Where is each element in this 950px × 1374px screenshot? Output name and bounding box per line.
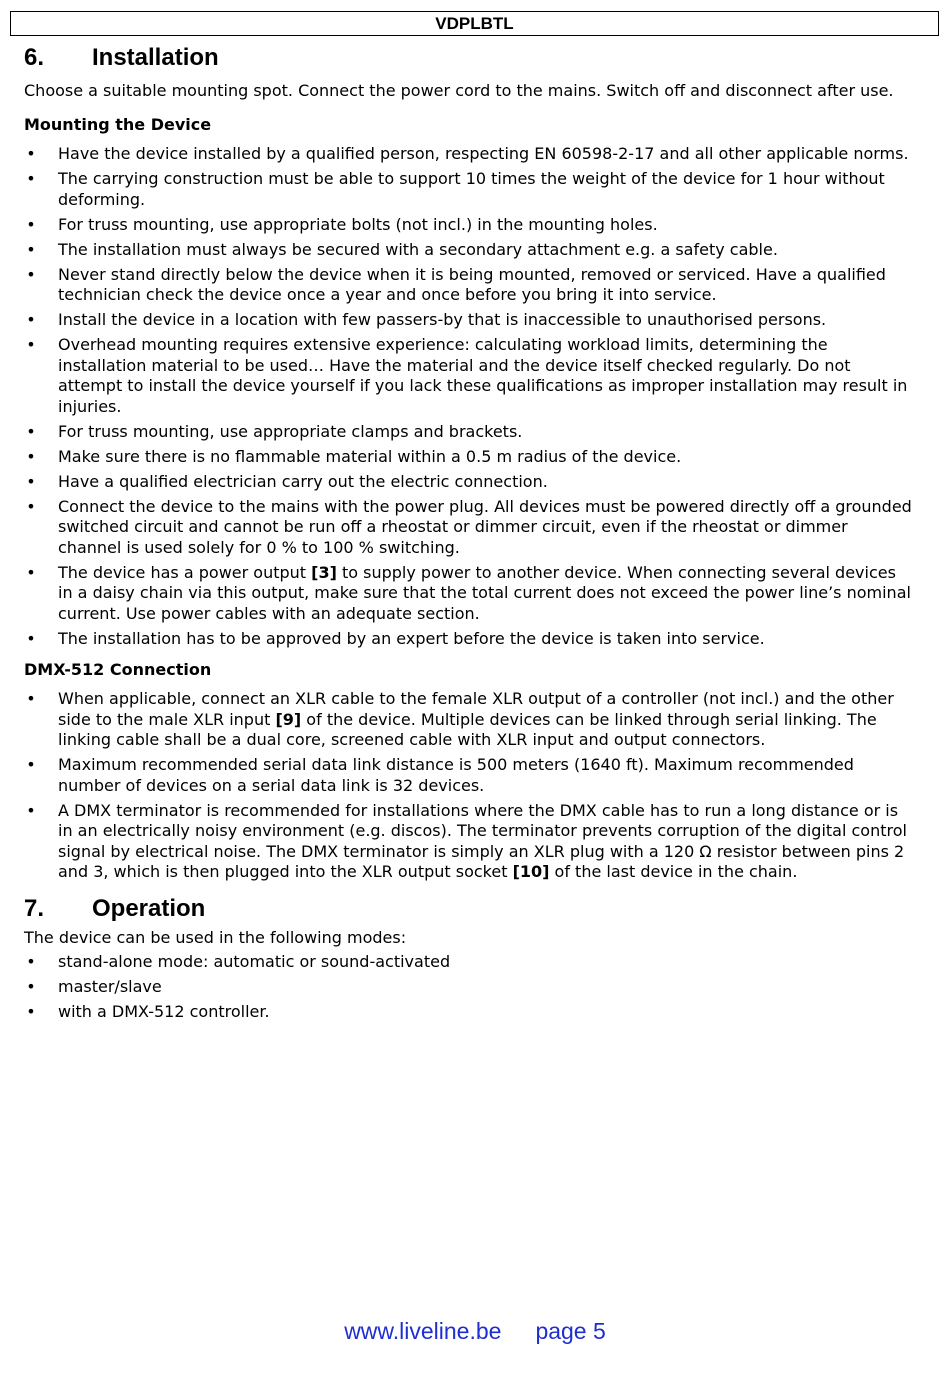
list-item: • For truss mounting, use appropriate bolts (not incl.) in the mounting holes. [24, 215, 914, 236]
bullet-icon: • [26, 562, 36, 582]
document-header [10, 11, 939, 36]
dmx-list [24, 689, 914, 883]
dmx-heading: DMX-512 Connection [24, 660, 212, 679]
reference-label: [9] [275, 709, 302, 729]
section-6-heading [24, 42, 914, 74]
bullet-icon: • [26, 951, 36, 971]
list-item: • with a DMX-512 controller. [24, 1002, 914, 1023]
list-item: • Connect the device to the mains with the power plug. All devices must be powered directly off a grounded switched circuit and cannot be run off a rheostat or dimmer circuit, even if the rheostat or dimmer channel is used solely for 0 % to 100 % switching. [24, 497, 914, 559]
bullet-icon: • [26, 144, 36, 163]
bullet-icon: • [26, 335, 36, 354]
list-item: • Have a qualified electrician carry out the electric connection. [24, 472, 914, 493]
bullet-icon: • [26, 264, 36, 284]
bullet-icon: • [26, 310, 36, 329]
list-item: • Install the device in a location with few passers-by that is inaccessible to unauthorised persons. [24, 310, 914, 331]
list-item: • A DMX terminator is recommended for installations where the DMX cable has to run a long distance or is in an electrically noisy environment (e.g. discos). The terminator prevents corruption of the digital control signal by electrical noise. The DMX terminator is simply an XLR plug with a 120 Ω resistor between pins 2 and 3, which is then plugged into the XLR output socket [10] of the last device in the chain. [24, 801, 914, 883]
section-number: 6. [24, 44, 45, 71]
bullet-icon: • [26, 1001, 36, 1021]
bullet-icon: • [26, 446, 36, 466]
list-item: • The installation must always be secured with a secondary attachment e.g. a safety cable. [24, 240, 914, 261]
page-footer [0, 1318, 950, 1345]
header-title: VDPLBTL [435, 14, 514, 33]
list-item: • Never stand directly below the device when it is being mounted, removed or serviced. Have a qualified technician check the device once a year and once before you bring it into service. [24, 265, 914, 306]
list-item: • Overhead mounting requires extensive experience: calculating workload limits, determining the installation material to be used… Have the material and the device itself checked regularly. Do not attempt to install the device yourself if you lack these qualifications as improper installation may result in injuries. [24, 335, 914, 417]
bullet-icon: • [26, 628, 36, 648]
bullet-icon: • [26, 976, 36, 996]
list-item: • master/slave [24, 977, 914, 998]
bullet-icon: • [26, 239, 36, 259]
list-item: • Have the device installed by a qualified person, respecting EN 60598-2-17 and all other applicable norms. [24, 144, 914, 165]
page-number: page 5 [535, 1318, 606, 1344]
section-title: Operation [92, 894, 206, 922]
list-item: • For truss mounting, use appropriate clamps and brackets. [24, 422, 914, 443]
list-item: • Make sure there is no flammable material within a 0.5 m radius of the device. [24, 447, 914, 468]
bullet-icon: • [26, 169, 36, 188]
list-item: • When applicable, connect an XLR cable to the female XLR output of a controller (not incl.) and the other side to the male XLR input [9] of the device. Multiple devices can be linked through serial linking. The linking cable shall be a dual core, screened cable with XLR input and output connectors. [24, 689, 914, 751]
list-item: • The installation has to be approved by an expert before the device is taken into service. [24, 629, 914, 650]
bullet-icon: • [26, 800, 36, 820]
list-item: • stand-alone mode: automatic or sound-activated [24, 952, 914, 973]
section-7-intro: The device can be used in the following modes: [24, 927, 407, 947]
reference-label: [10] [512, 862, 550, 881]
bullet-icon: • [26, 755, 36, 774]
mounting-list [24, 144, 914, 649]
bullet-icon: • [26, 421, 36, 441]
page-content [24, 42, 914, 1027]
bullet-icon: • [26, 496, 36, 516]
section-7-heading [24, 893, 914, 925]
website-link[interactable]: www.liveline.be [344, 1318, 502, 1344]
list-item: • Maximum recommended serial data link distance is 500 meters (1640 ft). Maximum recommended number of devices on a serial data link is 32 devices. [24, 755, 914, 796]
reference-label: [3] [311, 562, 337, 582]
bullet-icon: • [26, 471, 36, 491]
section-number: 7. [24, 894, 45, 922]
bullet-icon: • [26, 689, 36, 708]
mounting-heading: Mounting the Device [24, 115, 212, 134]
section-title: Installation [92, 44, 219, 71]
modes-list [24, 952, 914, 1023]
list-item: • The device has a power output [3] to supply power to another device. When connecting several devices in a daisy chain via this output, make sure that the total current does not exceed the power line’s nominal current. Use power cables with an adequate section. [24, 563, 914, 625]
bullet-icon: • [26, 214, 36, 234]
list-item: • The carrying construction must be able to support 10 times the weight of the device for 1 hour without deforming. [24, 169, 914, 210]
section-6-intro: Choose a suitable mounting spot. Connect the power cord to the mains. Switch off and disconnect after use. [24, 81, 894, 100]
